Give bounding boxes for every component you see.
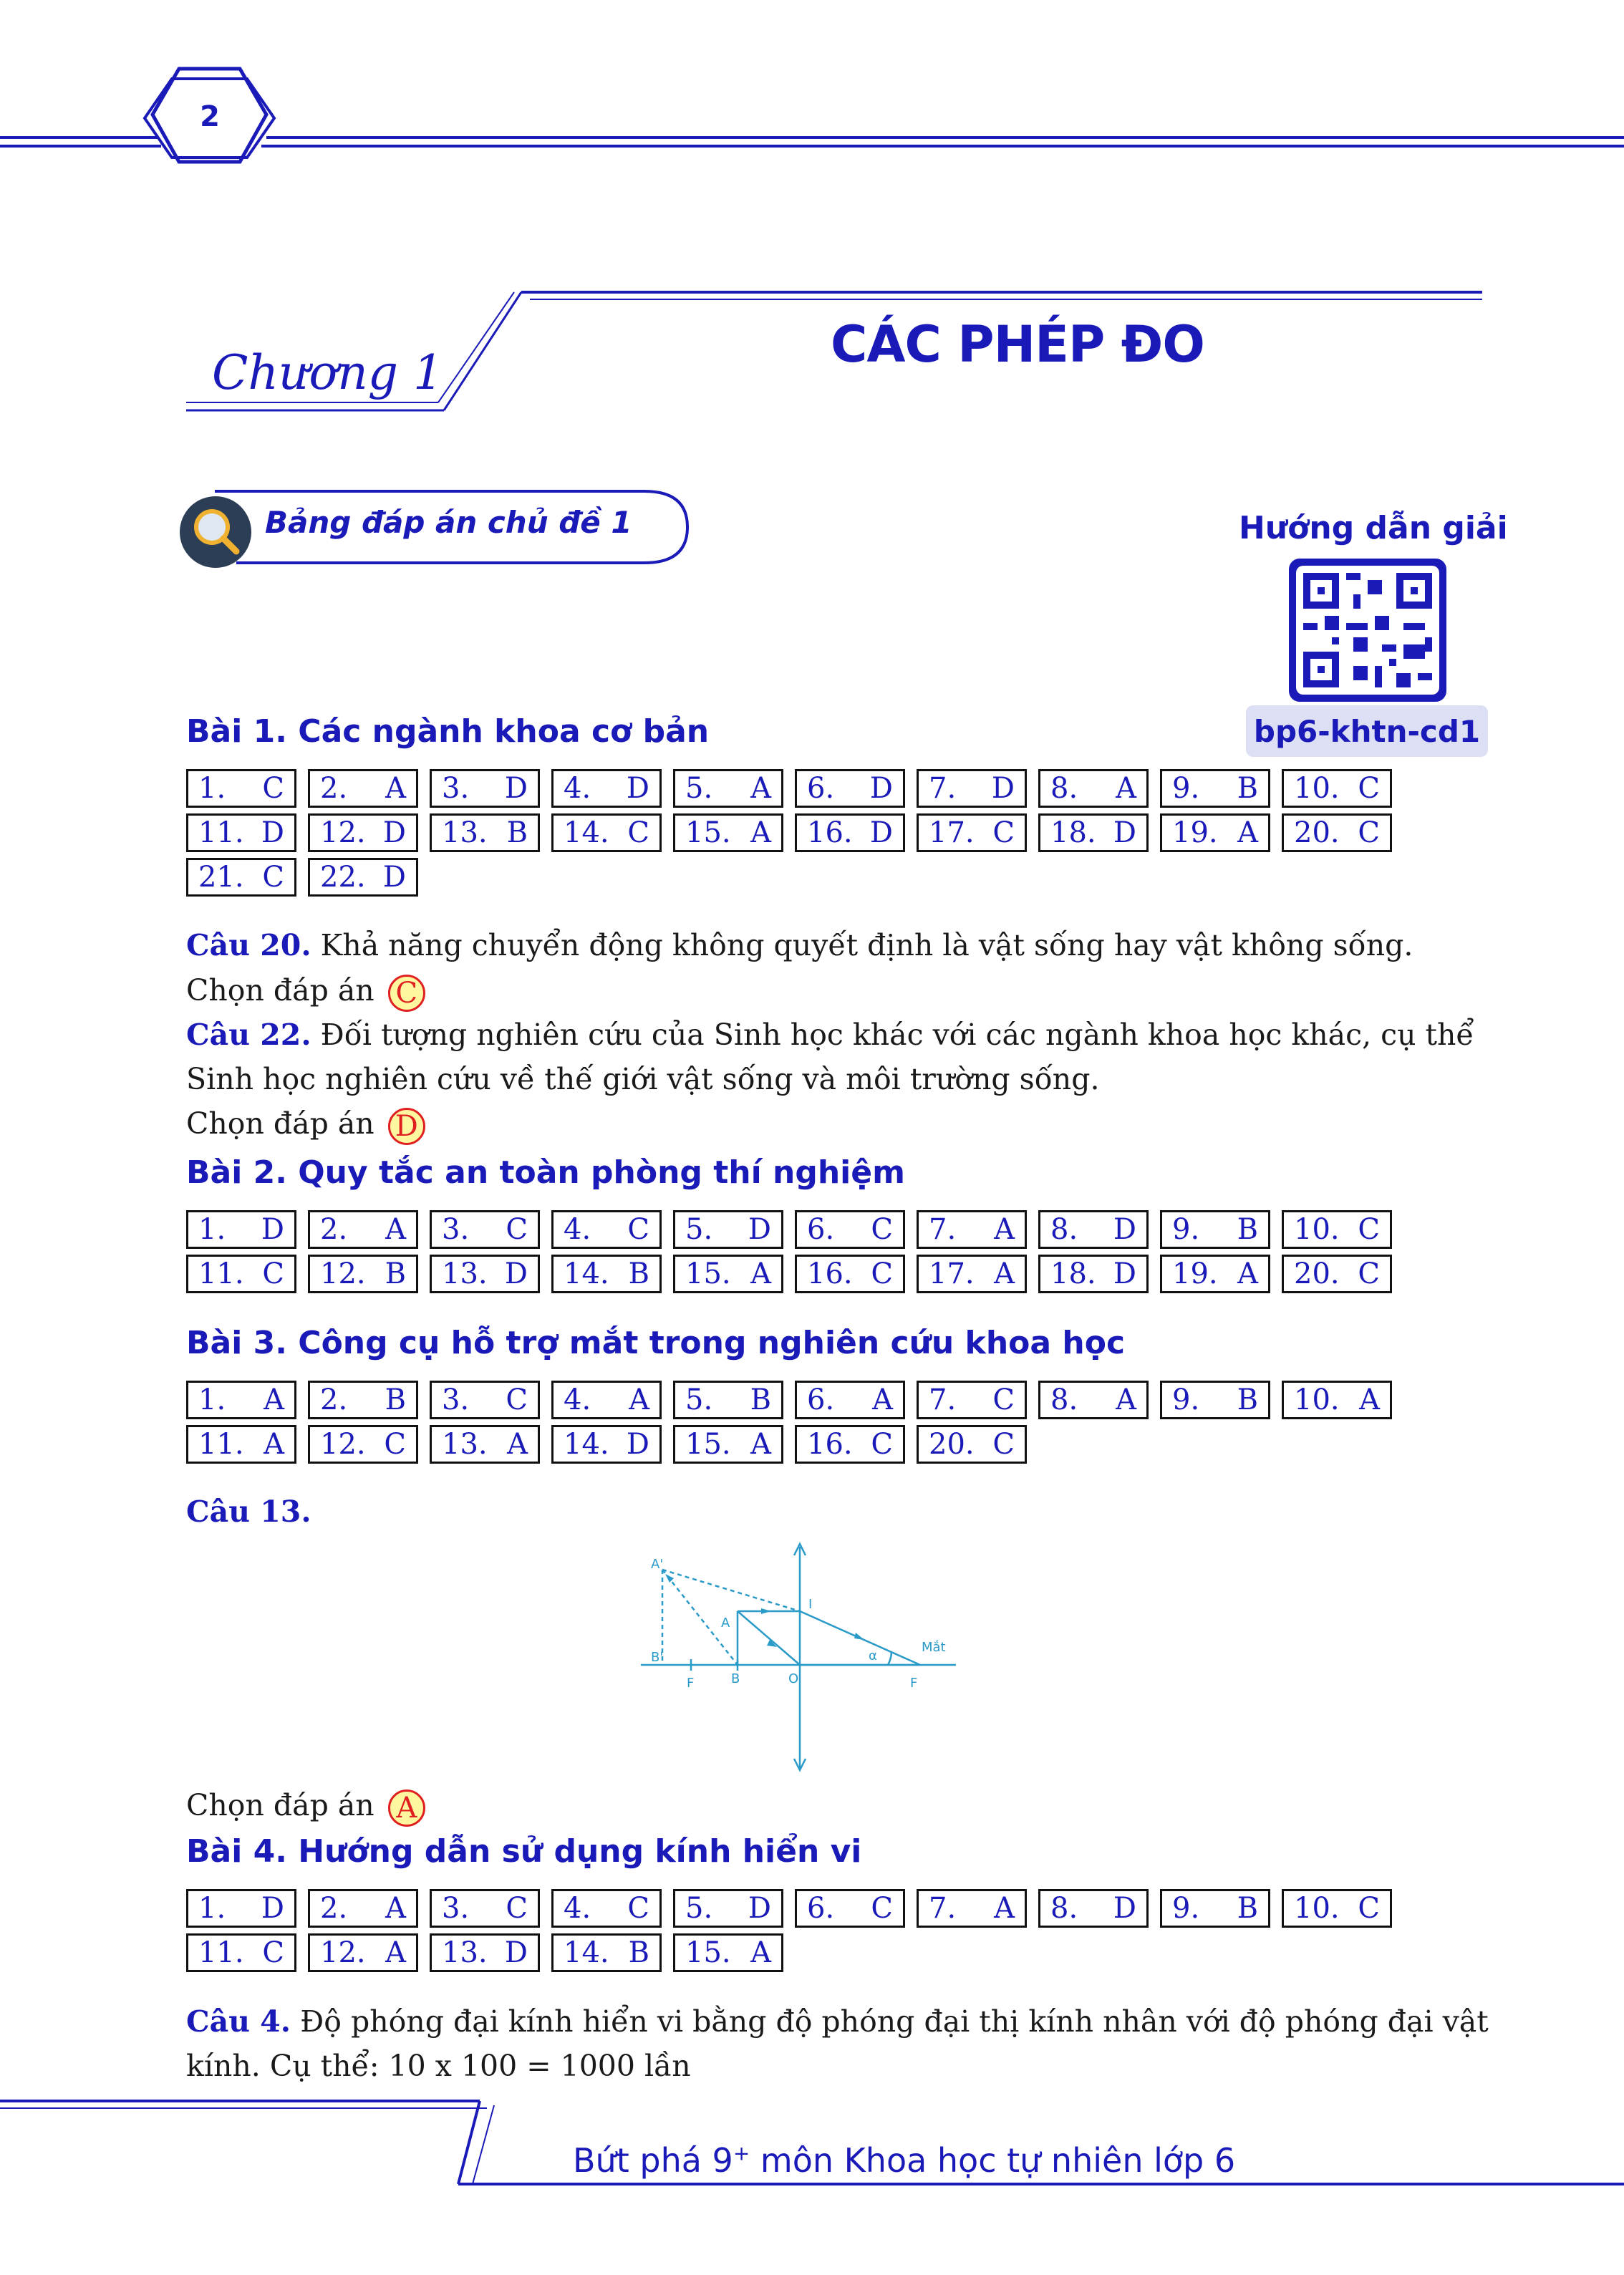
- answer-letter: C: [262, 1936, 284, 1969]
- answer-letter: A: [750, 816, 771, 849]
- answer-cell: [673, 1425, 783, 1464]
- label-a-prime: A': [651, 1557, 664, 1572]
- answer-letter: C: [627, 1213, 649, 1246]
- lesson-1-title: Bài 1. Các ngành khoa cơ bản: [186, 713, 710, 750]
- answer-cell: [673, 1255, 783, 1293]
- answer-letter: A: [872, 1383, 893, 1416]
- answer-letter: D: [869, 816, 893, 849]
- answer-number: 15.: [685, 1936, 731, 1969]
- answer-cell: [1282, 1889, 1392, 1928]
- answer-cell: [673, 1933, 783, 1972]
- answer-number: 13.: [442, 1936, 488, 1969]
- answer-number: 15.: [685, 1428, 731, 1461]
- answer-cell: [308, 858, 418, 897]
- answer-cell: [186, 1381, 296, 1419]
- answer-cell: [1160, 813, 1270, 852]
- answer-letter: A: [264, 1428, 284, 1461]
- answer-letter: D: [261, 1213, 284, 1246]
- footer-book-title: [573, 2141, 1235, 2180]
- answer-number: 16.: [807, 1257, 853, 1290]
- answer-number: 6.: [807, 1892, 835, 1925]
- answer-number: 10.: [1294, 1383, 1340, 1416]
- answer-cell: [186, 813, 296, 852]
- answer-number: 6.: [807, 1213, 835, 1246]
- answer-letter: C: [262, 772, 284, 805]
- answer-cell: [917, 1381, 1027, 1419]
- answer-letter: C: [506, 1213, 528, 1246]
- answer-letter: B: [506, 816, 528, 849]
- answer-number: 11.: [198, 816, 244, 849]
- answer-letter: C: [262, 1257, 284, 1290]
- answer-cell: [551, 769, 662, 808]
- answer-letter: A: [994, 1892, 1015, 1925]
- answer-number: 12.: [320, 1428, 366, 1461]
- explanation-q22-line2: Sinh học nghiên cứu về thế giới vật sống và môi trường sống.: [186, 1062, 1100, 1096]
- answer-number: 11.: [198, 1428, 244, 1461]
- answer-letter: D: [504, 1257, 528, 1290]
- answer-number: 14.: [564, 1936, 609, 1969]
- answer-cell: [186, 1425, 296, 1464]
- answer-cell: [551, 1210, 662, 1249]
- answer-letter: D: [748, 1892, 771, 1925]
- answer-number: 20.: [1294, 1257, 1340, 1290]
- answer-number: 3.: [442, 1383, 470, 1416]
- answer-letter: A: [507, 1428, 528, 1461]
- answer-number: 14.: [564, 1428, 609, 1461]
- answer-cell: [551, 1381, 662, 1419]
- answer-letter: B: [1237, 772, 1258, 805]
- answer-number: 5.: [685, 1383, 713, 1416]
- answer-number: 1.: [198, 1213, 226, 1246]
- answer-letter: D: [626, 1428, 649, 1461]
- answer-cell: [1160, 1381, 1270, 1419]
- answer-circle: D: [388, 1108, 425, 1145]
- answer-cell: [186, 1255, 296, 1293]
- answer-number: 12.: [320, 1936, 366, 1969]
- question-number: Câu 20.: [186, 928, 311, 962]
- answer-number: 9.: [1172, 1213, 1200, 1246]
- choose-answer-q20: [186, 968, 425, 1013]
- answer-cell: [430, 1255, 540, 1293]
- answer-cell: [430, 813, 540, 852]
- answer-number: 13.: [442, 1257, 488, 1290]
- answer-cell: [551, 1889, 662, 1928]
- answer-number: 6.: [807, 1383, 835, 1416]
- answer-letter: D: [504, 772, 528, 805]
- answer-letter: A: [385, 772, 406, 805]
- answer-letter: A: [750, 1936, 771, 1969]
- answer-number: 3.: [442, 1213, 470, 1246]
- section-title: Bảng đáp án chủ đề 1: [265, 505, 632, 540]
- question-number: Câu 4.: [186, 2004, 291, 2039]
- choose-label: Chọn đáp án: [186, 973, 374, 1008]
- answer-number: 7.: [929, 1383, 957, 1416]
- answer-row: [186, 1381, 1403, 1419]
- answer-cell: [1160, 769, 1270, 808]
- answer-cell: [308, 1255, 418, 1293]
- answer-cell: [917, 1889, 1027, 1928]
- answer-cell: [430, 1933, 540, 1972]
- answer-letter: C: [871, 1892, 893, 1925]
- answer-cell: [795, 1381, 905, 1419]
- answer-cell: [430, 1381, 540, 1419]
- magnifier-icon: [178, 494, 253, 570]
- answer-letter: A: [264, 1383, 284, 1416]
- answer-number: 1.: [198, 1383, 226, 1416]
- choose-answer-q22: [186, 1101, 425, 1146]
- label-b: B: [731, 1671, 740, 1686]
- answer-letter: D: [1113, 1892, 1136, 1925]
- answer-letter: B: [750, 1383, 771, 1416]
- answer-letter: D: [991, 772, 1015, 805]
- answer-row: [186, 813, 1403, 852]
- answer-number: 4.: [564, 772, 591, 805]
- answer-cell: [430, 1425, 540, 1464]
- answer-number: 15.: [685, 816, 731, 849]
- answer-cell: [1038, 1381, 1149, 1419]
- answer-number: 12.: [320, 816, 366, 849]
- page-number: 2: [200, 100, 220, 133]
- answer-letter: C: [992, 1428, 1015, 1461]
- answer-number: 10.: [1294, 1892, 1340, 1925]
- choose-label: Chọn đáp án: [186, 1788, 374, 1822]
- answer-letter: C: [627, 816, 649, 849]
- chapter-label: Chương 1: [212, 345, 443, 400]
- answer-number: 20.: [929, 1428, 975, 1461]
- answer-number: 4.: [564, 1383, 591, 1416]
- answer-letter: B: [385, 1383, 406, 1416]
- answer-number: 2.: [320, 1213, 348, 1246]
- answer-number: 10.: [1294, 1213, 1340, 1246]
- answer-letter: D: [748, 1213, 771, 1246]
- answer-number: 17.: [929, 1257, 975, 1290]
- answer-cell: [1160, 1889, 1270, 1928]
- answer-cell: [308, 1425, 418, 1464]
- answer-cell: [308, 1889, 418, 1928]
- answer-number: 13.: [442, 816, 488, 849]
- answer-number: 2.: [320, 772, 348, 805]
- answer-row: [186, 1210, 1403, 1249]
- answer-circle: C: [388, 975, 425, 1012]
- answer-letter: A: [994, 1257, 1015, 1290]
- answer-letter: A: [1359, 1383, 1380, 1416]
- answer-number: 18.: [1050, 1257, 1096, 1290]
- answer-cell: [795, 769, 905, 808]
- lesson-4-title: Bài 4. Hướng dẫn sử dụng kính hiển vi: [186, 1833, 862, 1870]
- answer-number: 21.: [198, 861, 244, 894]
- question-number: Câu 22.: [186, 1018, 311, 1052]
- answer-letter: D: [261, 816, 284, 849]
- answer-number: 5.: [685, 1213, 713, 1246]
- answer-letter: A: [750, 1428, 771, 1461]
- answer-number: 7.: [929, 1892, 957, 1925]
- answer-letter: D: [382, 816, 406, 849]
- label-a: A: [721, 1615, 730, 1631]
- answer-row: [186, 1255, 1403, 1293]
- answer-cell: [1160, 1210, 1270, 1249]
- answer-number: 1.: [198, 772, 226, 805]
- answer-number: 20.: [1294, 816, 1340, 849]
- answer-letter: D: [1113, 1257, 1136, 1290]
- answer-number: 3.: [442, 772, 470, 805]
- answer-letter: C: [506, 1383, 528, 1416]
- answer-number: 11.: [198, 1936, 244, 1969]
- answer-cell: [430, 769, 540, 808]
- answer-cell: [1038, 769, 1149, 808]
- explanation-text: Khả năng chuyển động không quyết định là vật sống hay vật không sống.: [320, 928, 1413, 962]
- label-o: O: [788, 1671, 799, 1686]
- answer-number: 22.: [320, 861, 366, 894]
- answer-cell: [551, 813, 662, 852]
- answer-cell: [186, 1933, 296, 1972]
- answer-cell: [186, 858, 296, 897]
- answer-letter: C: [871, 1257, 893, 1290]
- answer-cell: [673, 813, 783, 852]
- answer-letter: A: [1237, 1257, 1258, 1290]
- answer-number: 16.: [807, 1428, 853, 1461]
- answer-number: 8.: [1050, 1213, 1078, 1246]
- answer-letter: A: [1116, 1383, 1136, 1416]
- answer-cell: [1160, 1255, 1270, 1293]
- answer-number: 19.: [1172, 1257, 1218, 1290]
- answer-letter: D: [1113, 816, 1136, 849]
- answer-cell: [795, 1210, 905, 1249]
- answer-letter: D: [261, 1892, 284, 1925]
- qr-code-icon[interactable]: [1289, 559, 1446, 702]
- answer-letter: D: [1113, 1213, 1136, 1246]
- answer-letter: B: [1237, 1892, 1258, 1925]
- explanation-text: Đối tượng nghiên cứu của Sinh học khác với các ngành khoa học khác, cụ thể: [320, 1018, 1474, 1052]
- answer-cell: [308, 769, 418, 808]
- answer-number: 1.: [198, 1892, 226, 1925]
- answer-letter: C: [1358, 1257, 1380, 1290]
- answer-letter: D: [504, 1936, 528, 1969]
- answer-letter: D: [382, 861, 406, 894]
- answer-cell: [308, 1210, 418, 1249]
- answer-number: 5.: [685, 1892, 713, 1925]
- answer-letter: C: [262, 861, 284, 894]
- explanation-q4-line2: kính. Cụ thể: 10 x 100 = 1000 lần: [186, 2049, 691, 2083]
- answer-cell: [673, 769, 783, 808]
- answer-number: 18.: [1050, 816, 1096, 849]
- answer-cell: [917, 1210, 1027, 1249]
- answer-cell: [430, 1889, 540, 1928]
- choose-answer-q13: [186, 1783, 425, 1827]
- answer-letter: A: [750, 772, 771, 805]
- answer-letter: C: [1358, 816, 1380, 849]
- question-13-label: Câu 13.: [186, 1494, 311, 1529]
- answer-cell: [430, 1210, 540, 1249]
- answer-letter: A: [750, 1257, 771, 1290]
- answer-number: 11.: [198, 1257, 244, 1290]
- answer-letter: A: [385, 1936, 406, 1969]
- answer-letter: C: [506, 1892, 528, 1925]
- answer-cell: [1038, 1255, 1149, 1293]
- answer-number: 19.: [1172, 816, 1218, 849]
- qr-code-label: bp6-khtn-cd1: [1246, 705, 1488, 757]
- answer-number: 6.: [807, 772, 835, 805]
- answer-cell: [1282, 1210, 1392, 1249]
- answer-cell: [673, 1889, 783, 1928]
- answer-letter: D: [869, 772, 893, 805]
- answer-cell: [308, 1933, 418, 1972]
- answer-cell: [917, 1255, 1027, 1293]
- explanation-q4: [186, 1999, 1489, 2044]
- answer-number: 7.: [929, 1213, 957, 1246]
- lesson-2-title: Bài 2. Quy tắc an toàn phòng thí nghiệm: [186, 1154, 905, 1191]
- answer-letter: A: [994, 1213, 1015, 1246]
- answer-number: 4.: [564, 1213, 591, 1246]
- answer-letter: C: [871, 1213, 893, 1246]
- lens-ray-diagram: [641, 1540, 963, 1776]
- answer-row: [186, 1889, 1403, 1928]
- answer-number: 8.: [1050, 1383, 1078, 1416]
- answer-letter: C: [1358, 1892, 1380, 1925]
- label-b-prime: B': [651, 1650, 664, 1665]
- answer-letter: B: [628, 1936, 649, 1969]
- answer-cell: [1038, 1210, 1149, 1249]
- answer-cell: [673, 1381, 783, 1419]
- explanation-q22: [186, 1013, 1474, 1057]
- explanation-q20: [186, 923, 1413, 967]
- answer-letter: A: [1116, 772, 1136, 805]
- answer-row: [186, 1933, 795, 1972]
- answer-cell: [795, 813, 905, 852]
- answer-letter: C: [384, 1428, 406, 1461]
- chapter-title: CÁC PHÉP ĐO: [831, 315, 1204, 374]
- answer-number: 9.: [1172, 772, 1200, 805]
- answer-letter: C: [871, 1428, 893, 1461]
- answer-cell: [795, 1889, 905, 1928]
- answer-letter: D: [626, 772, 649, 805]
- answer-letter: B: [1237, 1383, 1258, 1416]
- answer-cell: [673, 1210, 783, 1249]
- answer-cell: [551, 1425, 662, 1464]
- answer-letter: B: [385, 1257, 406, 1290]
- answer-number: 14.: [564, 816, 609, 849]
- answer-number: 12.: [320, 1257, 366, 1290]
- answer-cell: [1282, 1255, 1392, 1293]
- answer-cell: [551, 1255, 662, 1293]
- answer-row: [186, 769, 1403, 808]
- answer-cell: [795, 1425, 905, 1464]
- explanation-text: Độ phóng đại kính hiển vi bằng độ phóng đại thị kính nhân với độ phóng đại vật: [300, 2004, 1489, 2039]
- answer-letter: A: [385, 1213, 406, 1246]
- answer-number: 3.: [442, 1892, 470, 1925]
- label-f-left: F: [687, 1676, 695, 1691]
- answer-cell: [1282, 1381, 1392, 1419]
- answer-cell: [186, 1889, 296, 1928]
- answer-number: 14.: [564, 1257, 609, 1290]
- answer-letter: C: [992, 816, 1015, 849]
- answer-number: 9.: [1172, 1892, 1200, 1925]
- footer-pre: Bứt phá 9: [573, 2141, 733, 2180]
- answer-letter: C: [992, 1383, 1015, 1416]
- answer-cell: [1282, 769, 1392, 808]
- answer-row: [186, 858, 430, 897]
- answer-number: 10.: [1294, 772, 1340, 805]
- answer-letter: A: [385, 1892, 406, 1925]
- footer-post: môn Khoa học tự nhiên lớp 6: [750, 2141, 1236, 2180]
- answer-cell: [795, 1255, 905, 1293]
- label-i: I: [808, 1597, 813, 1612]
- lesson-3-title: Bài 3. Công cụ hỗ trợ mắt trong nghiên cứu khoa học: [186, 1325, 1126, 1361]
- answer-number: 16.: [807, 816, 853, 849]
- answer-letter: C: [1358, 1213, 1380, 1246]
- answer-number: 8.: [1050, 1892, 1078, 1925]
- answer-letter: B: [628, 1257, 649, 1290]
- answer-cell: [308, 1381, 418, 1419]
- answer-number: 7.: [929, 772, 957, 805]
- answer-number: 9.: [1172, 1383, 1200, 1416]
- answer-letter: A: [629, 1383, 649, 1416]
- answer-cell: [308, 813, 418, 852]
- answer-letter: B: [1237, 1213, 1258, 1246]
- answer-number: 2.: [320, 1383, 348, 1416]
- answer-cell: [551, 1933, 662, 1972]
- answer-number: 8.: [1050, 772, 1078, 805]
- label-eye: Mắt: [922, 1640, 946, 1655]
- choose-label: Chọn đáp án: [186, 1106, 374, 1141]
- qr-caption: Hướng dẫn giải: [1239, 510, 1508, 546]
- answer-cell: [186, 769, 296, 808]
- answer-number: 4.: [564, 1892, 591, 1925]
- answer-cell: [1282, 813, 1392, 852]
- answer-letter: C: [1358, 772, 1380, 805]
- answer-number: 17.: [929, 816, 975, 849]
- answer-number: 15.: [685, 1257, 731, 1290]
- answer-number: 2.: [320, 1892, 348, 1925]
- answer-number: 5.: [685, 772, 713, 805]
- answer-cell: [917, 769, 1027, 808]
- answer-letter: C: [627, 1892, 649, 1925]
- footer-sup: +: [733, 2141, 750, 2165]
- answer-number: 13.: [442, 1428, 488, 1461]
- answer-cell: [1038, 813, 1149, 852]
- answer-cell: [917, 813, 1027, 852]
- answer-letter: A: [1237, 816, 1258, 849]
- answer-cell: [186, 1210, 296, 1249]
- answer-row: [186, 1425, 1038, 1464]
- label-f-right: F: [910, 1676, 918, 1691]
- answer-cell: [1038, 1889, 1149, 1928]
- answer-circle: A: [388, 1789, 425, 1827]
- answer-cell: [917, 1425, 1027, 1464]
- label-alpha: α: [869, 1648, 877, 1663]
